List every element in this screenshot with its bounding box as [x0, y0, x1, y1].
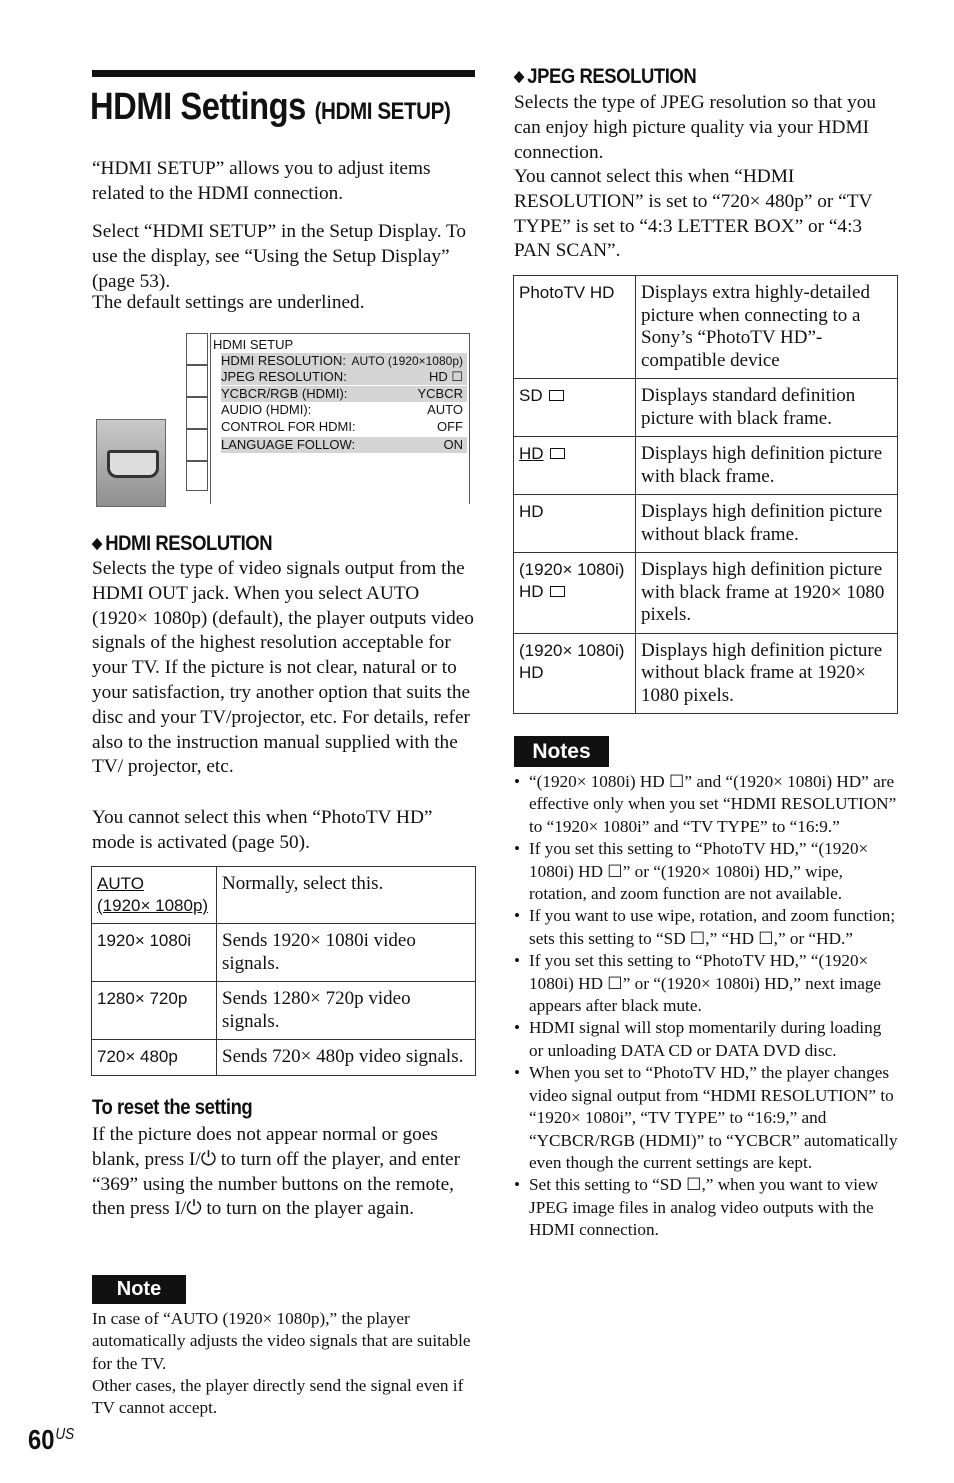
title-rule: [92, 70, 475, 77]
setup-row-language: LANGUAGE FOLLOW: ON: [221, 437, 467, 453]
setup-tab: [186, 397, 208, 429]
setup-row-control: CONTROL FOR HDMI: OFF: [221, 419, 463, 434]
setup-tab: [186, 333, 208, 365]
table-row: [92, 1040, 476, 1076]
notes-list: [514, 771, 898, 1242]
description-cell: Displays high definition picture without black frame at 1920× 1080 pixels.: [636, 633, 898, 714]
description-cell: Displays standard definition picture with black frame.: [636, 379, 898, 437]
option-cell: 1920× 1080i: [92, 924, 217, 982]
list-item: • If you set this setting to “PhotoTV HD,” “(1920× 1080i) HD ☐” or “(1920× 1080i) HD,” next image appears after black mute.: [514, 950, 898, 1017]
setup-row-audio: AUDIO (HDMI): AUTO: [221, 402, 463, 417]
table-row: [92, 924, 476, 982]
option-cell: 1280× 720p: [92, 982, 217, 1040]
setup-tab-selected: [186, 461, 208, 491]
setup-display-illustration: [92, 333, 472, 508]
hdmi-resolution-description: Selects the type of video signals output from the HDMI OUT jack. When you select AUTO (1920× 1080p) (default), the player outputs video signals of the highest resolution acceptable for your TV. If the picture is not clear, natural or to your satisfaction, try another option that suits the disc and your TV/projector, etc. For details, refer also to the instruction manual supplied with the TV/ projector, etc.: [92, 558, 474, 778]
setup-menu-header: HDMI SETUP: [213, 337, 294, 352]
page-title: HDMI Settings (HDMI SETUP): [90, 86, 451, 128]
jpeg-resolution-description: Selects the type of JPEG resolution so that you can enjoy high picture quality via your HDMI connection.: [514, 92, 877, 163]
list-item: • “(1920× 1080i) HD ☐” and “(1920× 1080i) HD” are effective only when you set “HDMI RESOLUTION” to “1920× 1080i” and “TV TYPE” to “16:9.”: [514, 771, 898, 838]
hdmi-resolution-heading: ◆ HDMI RESOLUTION: [92, 532, 273, 555]
description-cell: Displays extra highly-detailed picture when connecting to a Sony’s “PhotoTV HD”-compatible device: [636, 276, 898, 379]
black-frame-icon: [550, 448, 565, 459]
table-row: [514, 276, 898, 379]
list-item: • If you set this setting to “PhotoTV HD,” “(1920× 1080i) HD ☐” or “(1920× 1080i) HD,” wipe, rotation, and zoom function are not available.: [514, 838, 898, 905]
note-label: Note: [92, 1275, 186, 1304]
table-row: [514, 437, 898, 495]
table-row: [514, 553, 898, 634]
option-cell: (1920× 1080i) HD: [514, 553, 636, 634]
list-item: • When you set to “PhotoTV HD,” the player changes video signal output from “HDMI RESOLUTION” to “1920× 1080i”, “TV TYPE” to “16:9,” and “YCBCR/RGB (HDMI)” to “YCBCR” automatically even though the current settings are kept.: [514, 1062, 898, 1174]
intro-instructions: Select “HDMI SETUP” in the Setup Display. To use the display, see “Using the Setup Display” (page 53).: [92, 221, 467, 292]
setup-row-hdmi-resolution: HDMI RESOLUTION: AUTO (1920×1080p): [221, 353, 467, 369]
note-text-2: Other cases, the player directly send the signal even if TV cannot accept.: [92, 1376, 464, 1418]
table-row: [514, 379, 898, 437]
table-row: [92, 982, 476, 1040]
list-item: • Set this setting to “SD ☐,” when you want to view JPEG image files in analog video outputs with the HDMI connection.: [514, 1174, 898, 1241]
option-cell: (1920× 1080i) HD: [514, 633, 636, 714]
description-cell: Normally, select this.: [217, 867, 476, 924]
description-cell: Sends 720× 480p video signals.: [217, 1040, 476, 1076]
table-row: [514, 495, 898, 553]
setup-row-ycbcr: YCBCR/RGB (HDMI): YCBCR: [221, 386, 467, 402]
intro-paragraph: “HDMI SETUP” allows you to adjust items related to the HDMI connection.: [92, 158, 431, 204]
hdmi-resolution-restriction: You cannot select this when “PhotoTV HD” mode is activated (page 50).: [92, 807, 433, 853]
setup-tab: [186, 365, 208, 397]
description-cell: Displays high definition picture with black frame at 1920× 1080 pixels.: [636, 553, 898, 634]
notes-label: Notes: [514, 736, 609, 767]
option-cell: HD: [514, 437, 636, 495]
table-row: [92, 867, 476, 924]
hdmi-setup-icon: [96, 419, 166, 507]
description-cell: Sends 1280× 720p video signals.: [217, 982, 476, 1040]
list-item: • If you want to use wipe, rotation, and zoom function; sets this setting to “SD ☐,” “HD ☐,” or “HD.”: [514, 905, 898, 950]
jpeg-resolution-restriction: You cannot select this when “HDMI RESOLUTION” is set to “720× 480p” or “TV TYPE” is set to “4:3 LETTER BOX” or “4:3 PAN SCAN”.: [514, 166, 873, 262]
option-cell: PhotoTV HD: [514, 276, 636, 379]
reset-instructions: If the picture does not appear normal or goes blank, press I/⏻ to turn off the player, and enter “369” using the number buttons on the remote, then press I/⏻ to turn on the player again.: [92, 1124, 461, 1220]
table-row: [514, 633, 898, 714]
description-cell: Displays high definition picture with black frame.: [636, 437, 898, 495]
black-frame-icon: [550, 586, 565, 597]
black-frame-icon: [549, 390, 564, 401]
option-cell: 720× 480p: [92, 1040, 217, 1076]
page-number: $60^{US}$: [28, 1424, 75, 1455]
option-cell: HD: [514, 495, 636, 553]
description-cell: Displays high definition picture without black frame.: [636, 495, 898, 553]
jpeg-resolution-table: [513, 275, 898, 714]
option-cell: AUTO (1920× 1080p): [92, 867, 217, 924]
description-cell: Sends 1920× 1080i video signals.: [217, 924, 476, 982]
hdmi-resolution-table: [91, 866, 476, 1076]
list-item: • HDMI signal will stop momentarily during loading or unloading DATA CD or DATA DVD disc.: [514, 1017, 898, 1062]
setup-row-jpeg-resolution: JPEG RESOLUTION: HD ☐: [221, 369, 467, 385]
note-text-1: In case of “AUTO (1920× 1080p),” the player automatically adjusts the video signals that are suitable for the TV.: [92, 1309, 471, 1373]
setup-tab: [186, 429, 208, 461]
reset-heading: To reset the setting: [92, 1096, 253, 1119]
default-settings-note: The default settings are underlined.: [92, 292, 365, 313]
jpeg-resolution-heading: ◆ JPEG RESOLUTION: [514, 65, 697, 88]
option-cell: SD: [514, 379, 636, 437]
setup-menu-panel: [210, 333, 470, 504]
